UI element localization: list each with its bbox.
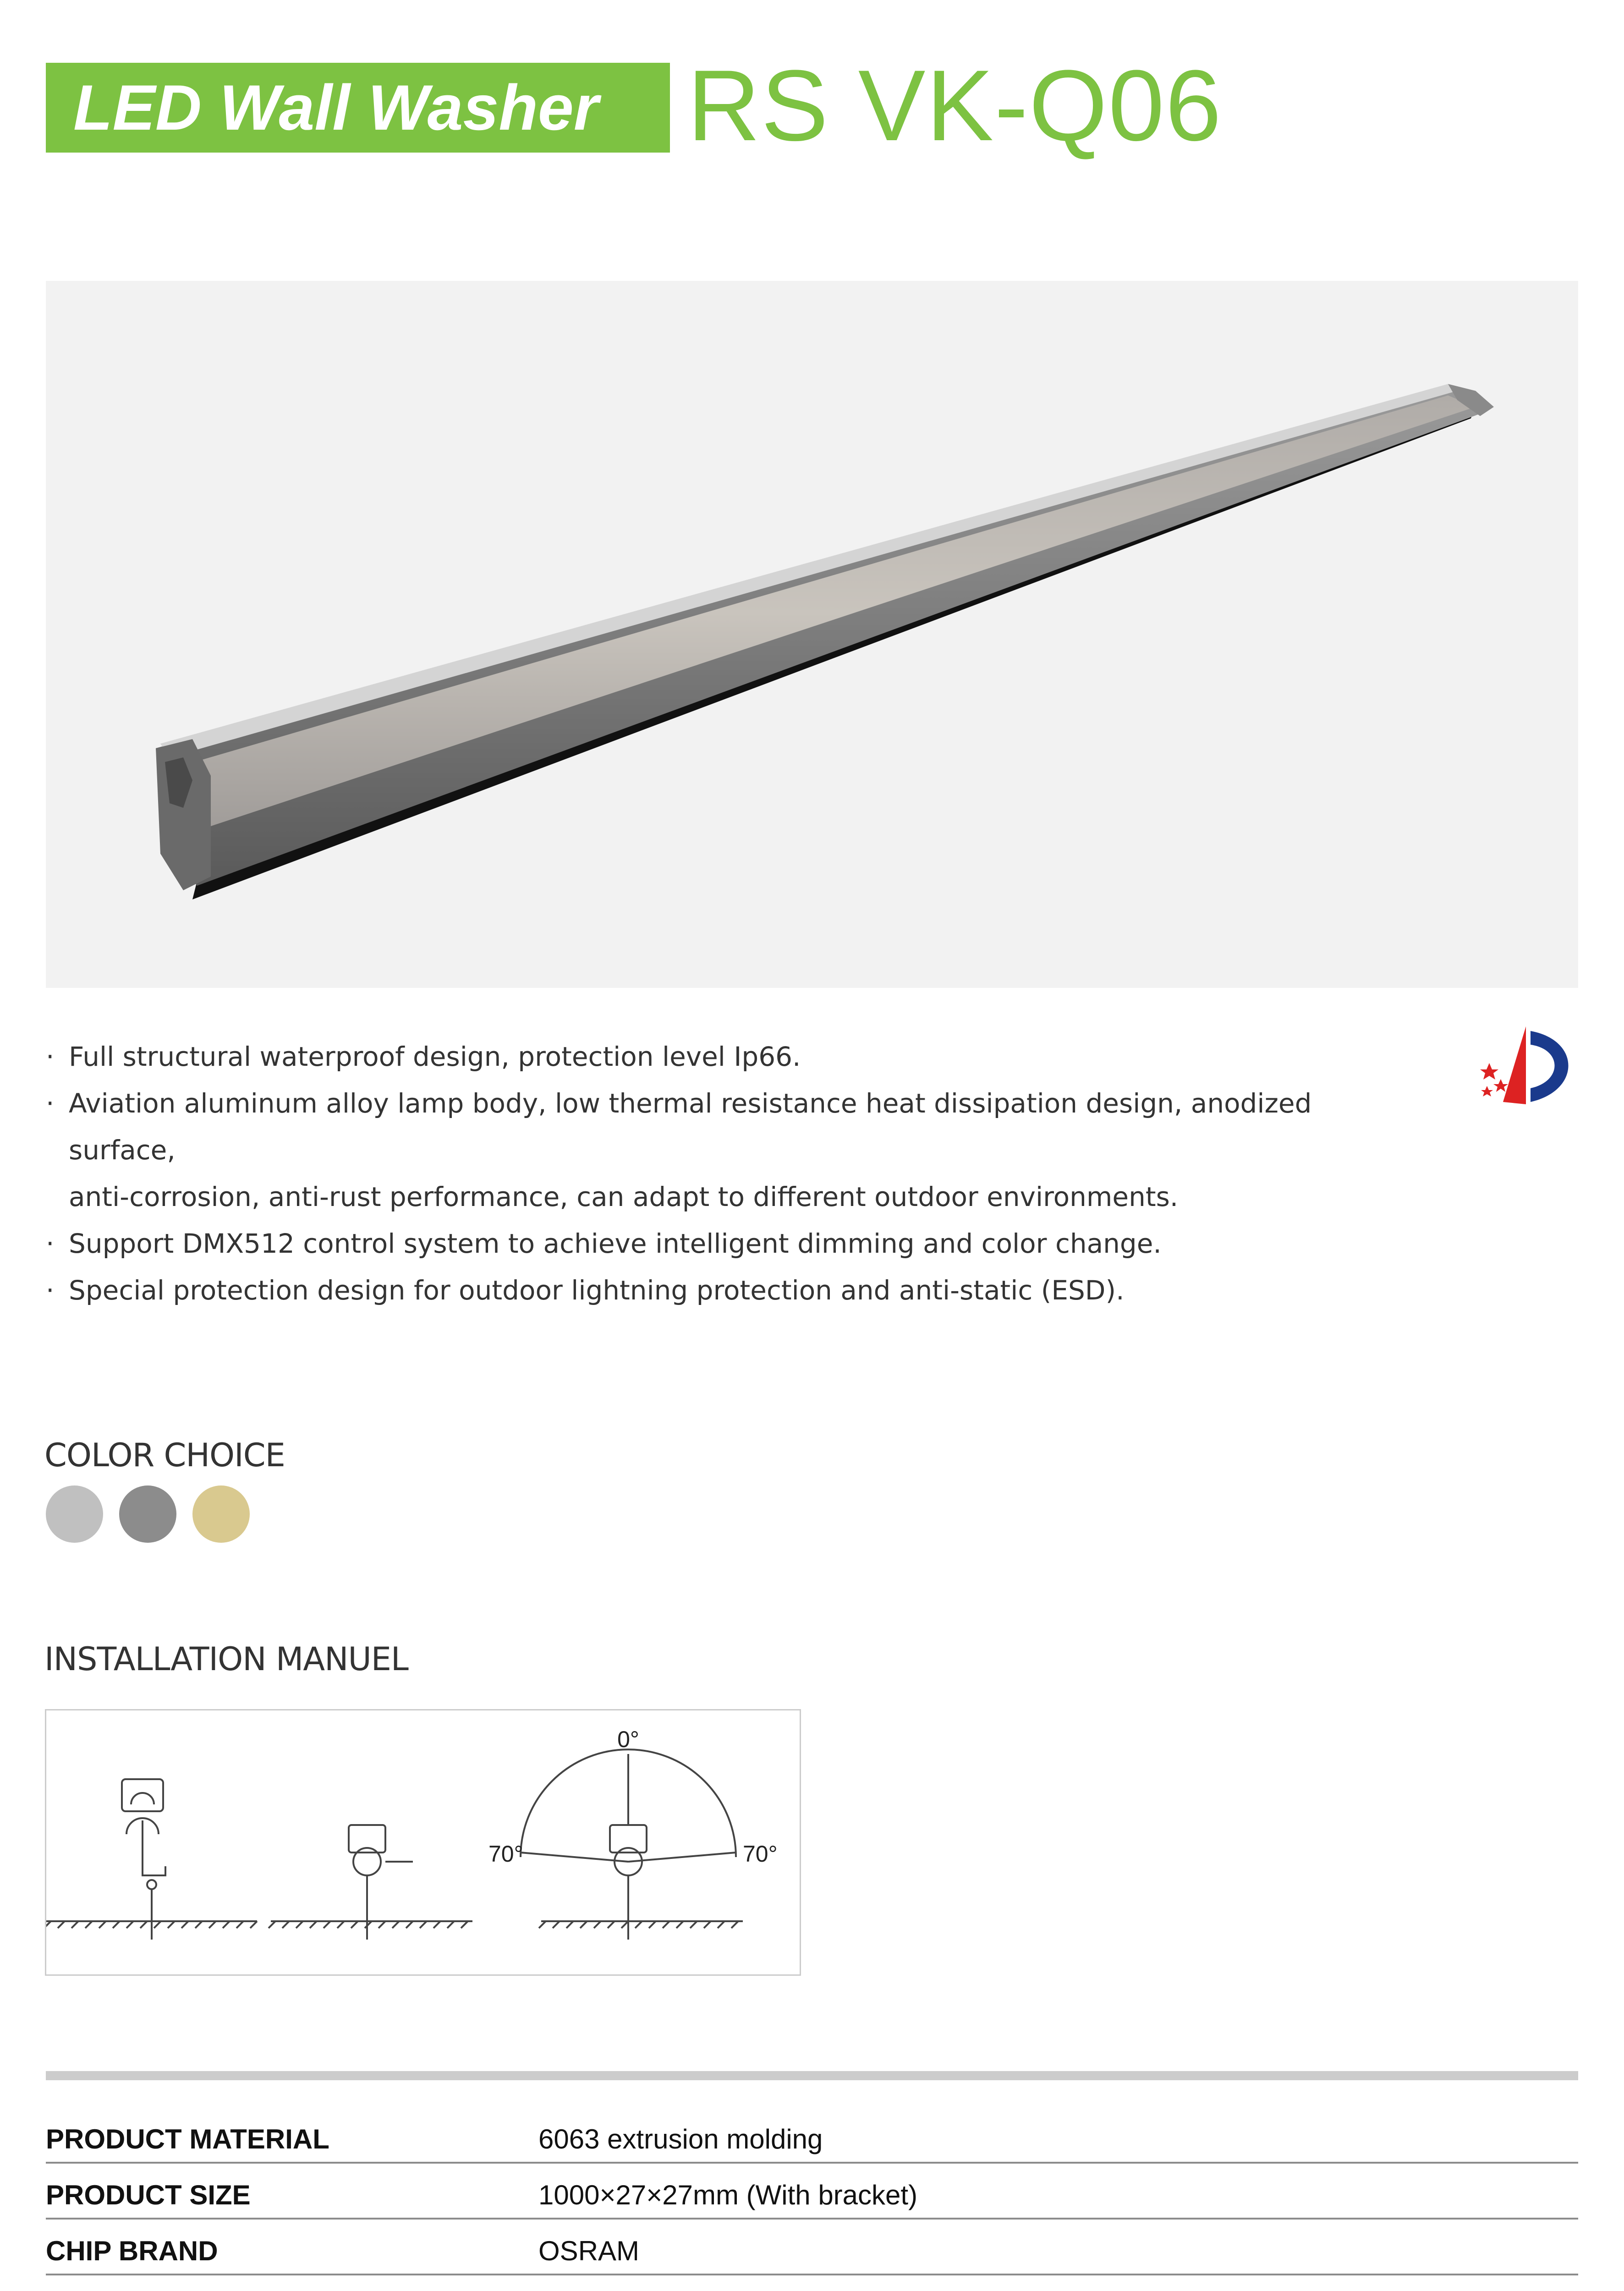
feature-list: [46, 1033, 1375, 1314]
spec-row: [46, 2108, 1578, 2164]
angle-top-label: 0°: [617, 1726, 639, 1752]
feature-item: · Special protection design for outdoor lightning protection and anti-static (ESD).: [46, 1267, 1375, 1314]
wall-washer-image: [46, 281, 1578, 988]
certification-logo: [1476, 1022, 1586, 1109]
installation-drawing: [46, 1710, 800, 1974]
spec-label: CHIP BRAND: [46, 2236, 218, 2266]
installation-diagram: [45, 1709, 801, 1976]
spec-row: [46, 2275, 1578, 2291]
spec-value: 6063 extrusion molding: [538, 2124, 823, 2154]
product-title-banner: [46, 63, 670, 153]
spec-value: OSRAM: [538, 2236, 640, 2266]
product-photo: [46, 281, 1578, 988]
angle-right-label: 70°: [743, 1841, 778, 1867]
spec-label: PRODUCT SIZE: [46, 2180, 251, 2210]
spec-row: [46, 2220, 1578, 2275]
color-swatch-gold[interactable]: [192, 1485, 250, 1543]
feature-item: · Support DMX512 control system to achieve intelligent dimming and color change.: [46, 1220, 1375, 1267]
installation-heading: INSTALLATION MANUEL: [44, 1640, 408, 1678]
spec-value: 1000×27×27mm (With bracket): [538, 2180, 918, 2210]
color-swatch-grey[interactable]: [119, 1485, 176, 1543]
spec-table: [46, 2108, 1578, 2291]
spec-row: [46, 2164, 1578, 2220]
feature-item-continued: anti-corrosion, anti-rust performance, can adapt to different outdoor environments.: [69, 1181, 1179, 1212]
color-swatch-silver[interactable]: [46, 1485, 103, 1543]
product-title: LED Wall Washer: [73, 71, 599, 143]
feature-item: · Aviation aluminum alloy lamp body, low thermal resistance heat dissipation design, anodized surface,: [46, 1080, 1375, 1173]
table-divider: [46, 2071, 1578, 2080]
color-choice-heading: COLOR CHOICE: [44, 1436, 285, 1474]
angle-left-label: 70°: [488, 1841, 523, 1867]
feature-item: · Full structural waterproof design, protection level Ip66.: [46, 1033, 1375, 1080]
product-model: RS VK-Q06: [687, 49, 1223, 162]
spec-label: PRODUCT MATERIAL: [46, 2124, 329, 2154]
